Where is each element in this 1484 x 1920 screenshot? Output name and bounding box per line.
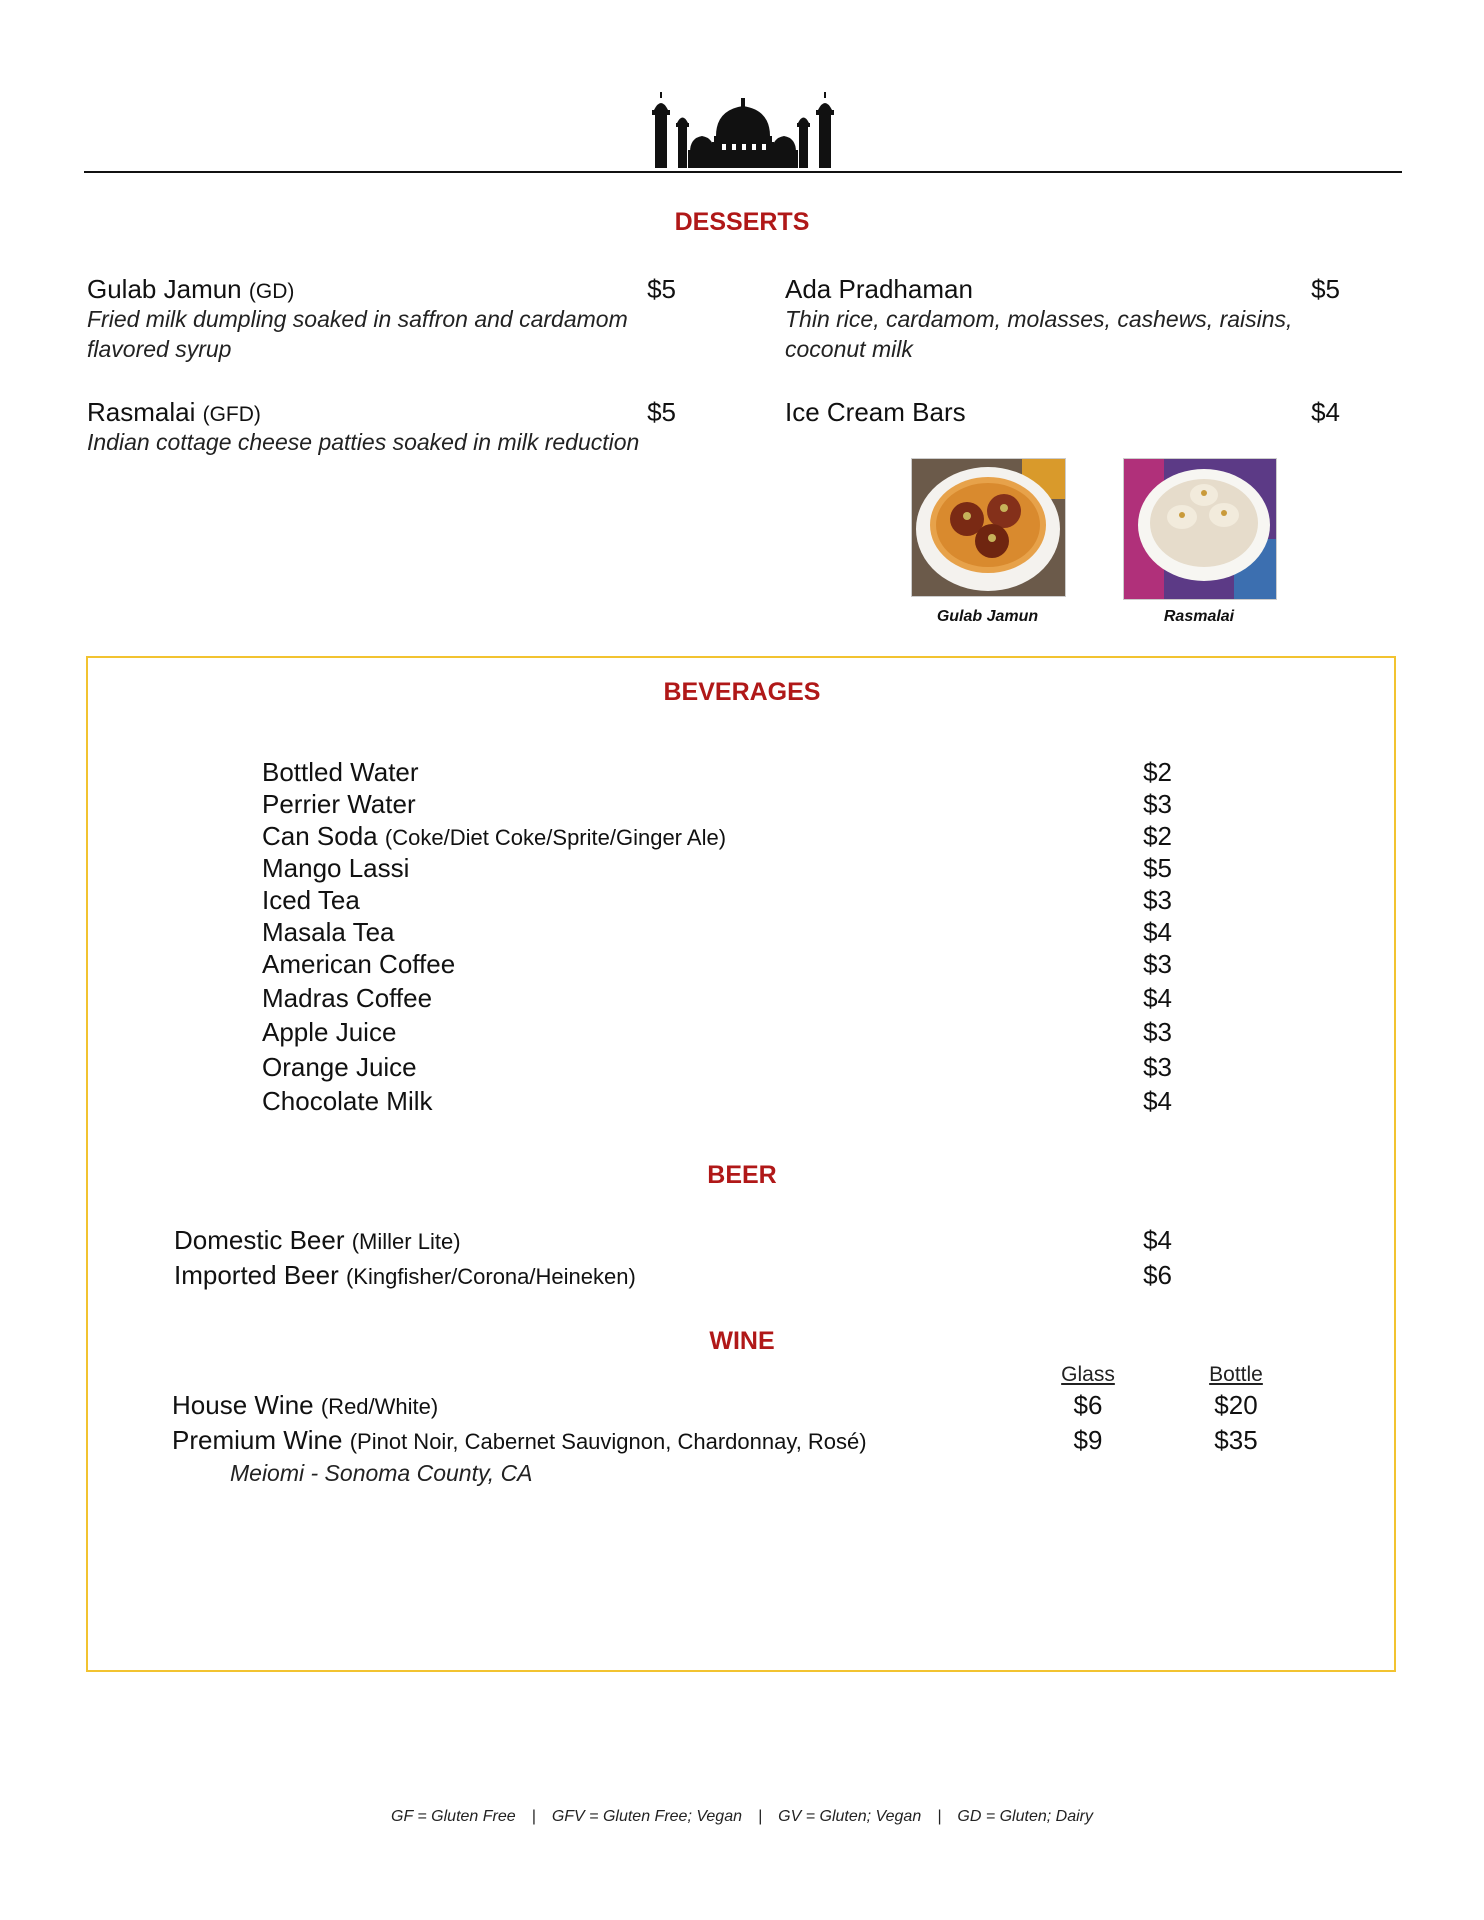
beverage-name [262, 917, 395, 948]
wine-item-name: House Wine [172, 1390, 314, 1420]
wine-bottle-price: $20 [1214, 1390, 1258, 1420]
beverage-row [262, 1017, 1172, 1049]
beverage-item-name: Orange Juice [262, 1052, 417, 1082]
beverage-row [262, 821, 1172, 853]
beer-price: $6 [1143, 1260, 1172, 1290]
beverage-item-name: Apple Juice [262, 1017, 397, 1047]
legend-item: GD = Gluten; Dairy [957, 1808, 1093, 1825]
legend-separator: | [531, 1808, 536, 1825]
beverage-name [262, 1017, 396, 1048]
beer-row [174, 1225, 1172, 1257]
dessert-item-tag: (GD) [248, 280, 295, 303]
wine-heading: WINE [709, 1327, 775, 1355]
wine-row-house [172, 1390, 438, 1422]
wine-sub-note: Meiomi - Sonoma County, CA [230, 1460, 533, 1486]
legend-item: GV = Gluten; Vegan [778, 1808, 922, 1825]
wine-item-note: (Pinot Noir, Cabernet Sauvignon, Chardonnay, Rosé) [349, 1429, 867, 1454]
beverage-name [262, 789, 416, 820]
dessert-price-ice-cream-bars: $4 [1311, 397, 1340, 427]
beer-price: $4 [1143, 1225, 1172, 1255]
header-divider [84, 171, 1402, 173]
beverage-price: $4 [1143, 983, 1172, 1013]
beverage-item-name: Bottled Water [262, 757, 419, 787]
beverage-item-name: Can Soda [262, 821, 378, 851]
beverage-price: $4 [1143, 1086, 1172, 1116]
dessert-price-rasmalai: $5 [647, 397, 676, 427]
dessert-desc-ada-pradhaman: Thin rice, cardamom, molasses, cashews, raisins, coconut milk [785, 306, 1293, 362]
beverage-item-name: Perrier Water [262, 789, 416, 819]
dessert-name-ada-pradhaman [785, 274, 973, 305]
beverage-item-name: Mango Lassi [262, 853, 410, 883]
beer-item-note: (Kingfisher/Corona/Heineken) [345, 1264, 636, 1289]
beverage-row [262, 757, 1172, 789]
beverage-row [262, 983, 1172, 1015]
beverage-price: $2 [1143, 821, 1172, 851]
beverage-price: $5 [1143, 853, 1172, 883]
mosque-icon [648, 92, 838, 168]
beverage-price: $4 [1143, 917, 1172, 947]
beverage-name [262, 1086, 433, 1117]
beverage-item-name: Iced Tea [262, 885, 360, 915]
dessert-desc-rasmalai: Indian cottage cheese patties soaked in milk reduction [87, 429, 640, 455]
beer-item-name: Imported Beer [174, 1260, 339, 1290]
dessert-name-gulab-jamun [87, 274, 294, 305]
beverage-row [262, 789, 1172, 821]
beverage-row [262, 949, 1172, 981]
photo-caption-gulab-jamun: Gulab Jamun [936, 608, 1039, 625]
dessert-desc-gulab-jamun: Fried milk dumpling soaked in saffron and cardamom flavored syrup [87, 306, 628, 362]
beverage-name [262, 1052, 417, 1083]
beverage-item-name: American Coffee [262, 949, 456, 979]
dessert-price-ada-pradhaman: $5 [1311, 274, 1340, 304]
beverage-name [262, 885, 360, 916]
beverage-name [262, 757, 419, 788]
beverages-heading: BEVERAGES [663, 678, 821, 706]
legend-item: GF = Gluten Free [391, 1808, 516, 1825]
rasmalai-photo [1123, 458, 1277, 600]
dessert-item-name: Ada Pradhaman [785, 274, 973, 304]
beverage-item-note: (Coke/Diet Coke/Sprite/Ginger Ale) [384, 825, 727, 850]
beverage-row [262, 885, 1172, 917]
photo-caption-rasmalai: Rasmalai [1163, 608, 1235, 625]
wine-glass-header: Glass [1061, 1363, 1115, 1386]
wine-glass-price: $9 [1073, 1425, 1103, 1455]
beverage-name [262, 853, 409, 884]
wine-item-note: (Red/White) [320, 1394, 439, 1419]
beer-name [174, 1225, 461, 1256]
beverage-item-name: Masala Tea [262, 917, 395, 947]
beverage-item-name: Chocolate Milk [262, 1086, 433, 1116]
beverage-price: $3 [1143, 949, 1172, 979]
legend-separator: | [758, 1808, 763, 1825]
dessert-item-name: Ice Cream Bars [785, 397, 966, 427]
legend-item: GFV = Gluten Free; Vegan [551, 1808, 742, 1825]
wine-item-name: Premium Wine [172, 1425, 343, 1455]
beer-item-name: Domestic Beer [174, 1225, 345, 1255]
dessert-name-rasmalai [87, 397, 261, 428]
dessert-price-gulab-jamun: $5 [647, 274, 676, 304]
wine-glass-price: $6 [1073, 1390, 1103, 1420]
gulab-jamun-photo [911, 458, 1066, 597]
beverage-price: $3 [1143, 1017, 1172, 1047]
beverage-row [262, 853, 1172, 885]
wine-row-premium [172, 1425, 867, 1457]
dessert-item-name: Rasmalai [87, 397, 196, 427]
beverage-price: $3 [1143, 885, 1172, 915]
beverage-row [262, 917, 1172, 949]
beverage-item-name: Madras Coffee [262, 983, 433, 1013]
wine-bottle-price: $35 [1214, 1425, 1258, 1455]
dessert-item-tag: (GFD) [202, 403, 261, 426]
dietary-legend [0, 1808, 1484, 1826]
beverage-name [262, 949, 455, 980]
beer-name [174, 1260, 636, 1291]
legend-separator: | [937, 1808, 942, 1825]
beer-row [174, 1260, 1172, 1292]
beer-item-note: (Miller Lite) [351, 1229, 461, 1254]
beverage-price: $2 [1143, 757, 1172, 787]
desserts-heading: DESSERTS [674, 208, 810, 236]
beverage-price: $3 [1143, 789, 1172, 819]
dessert-item-name: Gulab Jamun [87, 274, 242, 304]
beer-heading: BEER [707, 1161, 777, 1189]
beverage-price: $3 [1143, 1052, 1172, 1082]
beverage-row [262, 1052, 1172, 1084]
beverage-row [262, 1086, 1172, 1118]
dessert-name-ice-cream-bars [785, 397, 966, 428]
beverage-name [262, 983, 432, 1014]
wine-bottle-header: Bottle [1209, 1363, 1263, 1386]
beverage-name [262, 821, 726, 852]
